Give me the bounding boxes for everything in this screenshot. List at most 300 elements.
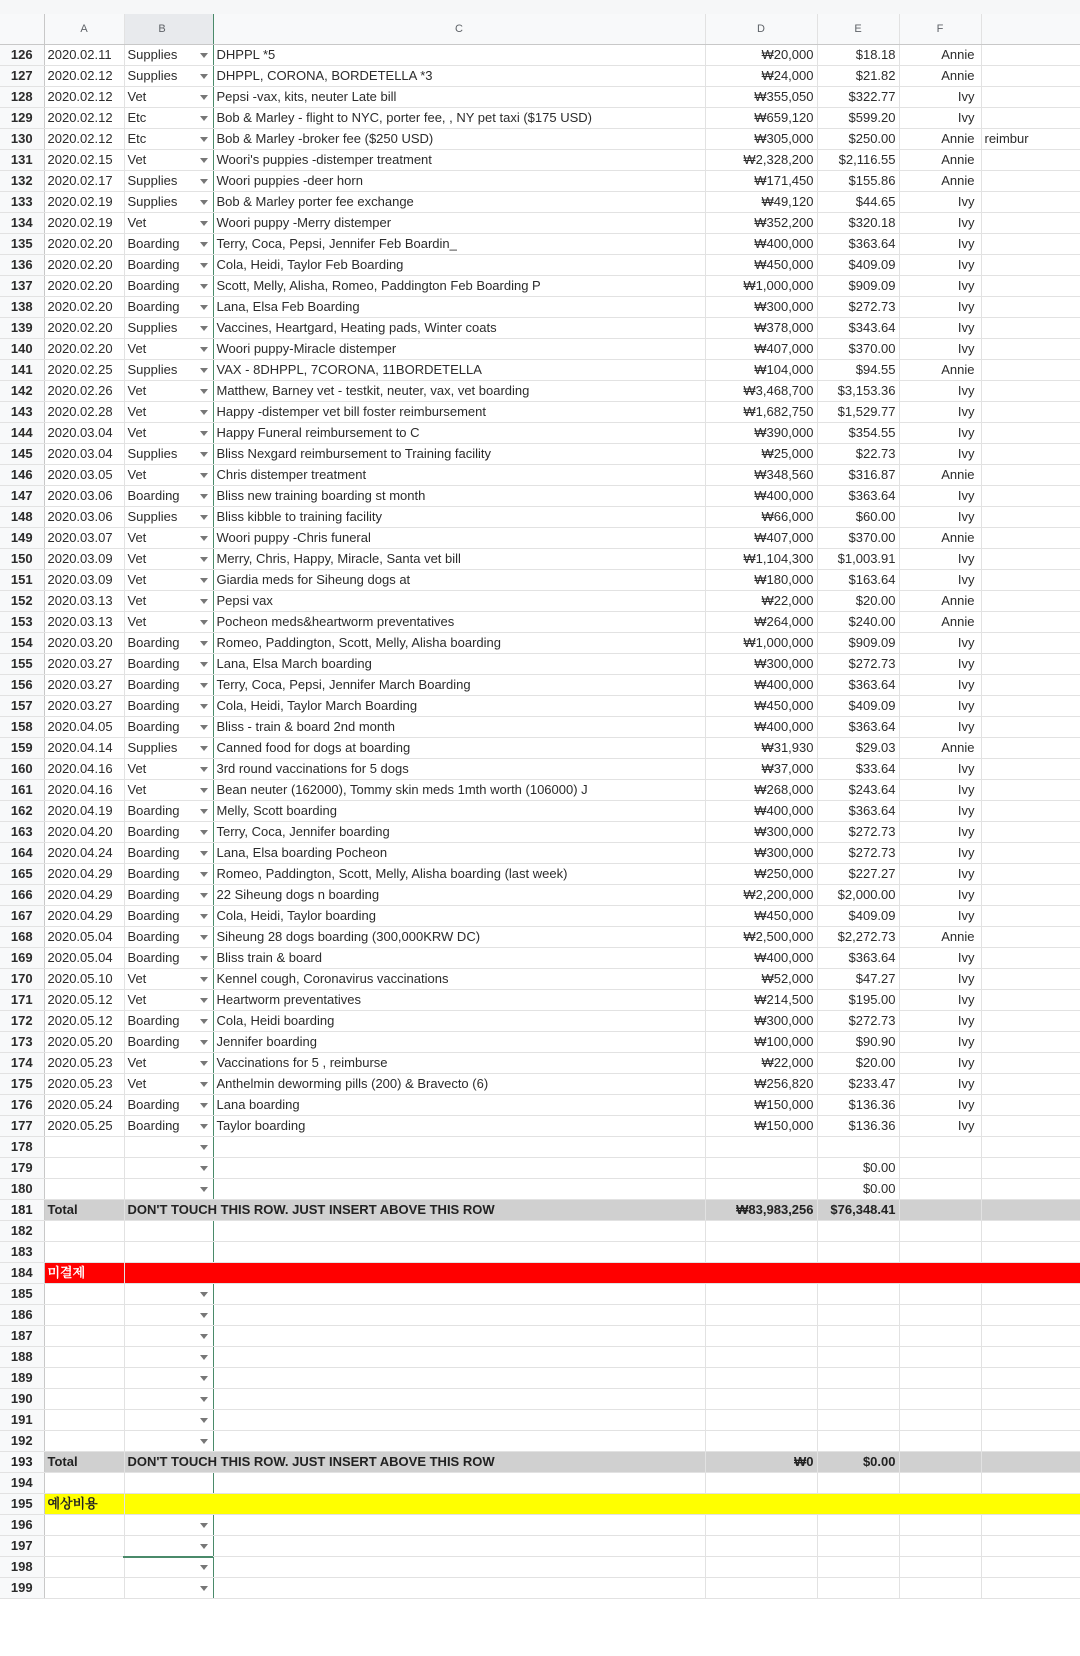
date-cell[interactable]: 2020.03.09 <box>44 548 124 569</box>
usd-amount-cell[interactable]: $354.55 <box>817 422 899 443</box>
empty-cell[interactable] <box>213 1472 705 1493</box>
category-cell[interactable] <box>124 1409 213 1430</box>
date-cell[interactable]: 2020.03.13 <box>44 590 124 611</box>
usd-amount-cell[interactable]: $909.09 <box>817 632 899 653</box>
row-number[interactable]: 131 <box>0 149 44 170</box>
empty-cell[interactable] <box>213 1430 705 1451</box>
usd-amount-cell[interactable]: $320.18 <box>817 212 899 233</box>
dropdown-arrow-icon[interactable] <box>200 1082 208 1087</box>
category-cell[interactable] <box>124 191 213 212</box>
empty-cell[interactable] <box>981 1346 1080 1367</box>
category-cell[interactable] <box>124 170 213 191</box>
empty-cell[interactable] <box>44 1535 124 1556</box>
dropdown-arrow-icon[interactable] <box>200 578 208 583</box>
usd-amount-cell[interactable]: $250.00 <box>817 128 899 149</box>
krw-amount-cell[interactable]: ₩300,000 <box>705 842 817 863</box>
row-number[interactable]: 181 <box>0 1199 44 1220</box>
payer-cell[interactable]: Ivy <box>899 695 981 716</box>
usd-amount-cell[interactable]: $272.73 <box>817 842 899 863</box>
note-cell[interactable] <box>981 212 1080 233</box>
date-cell[interactable]: 2020.03.06 <box>44 506 124 527</box>
row-number[interactable]: 193 <box>0 1451 44 1472</box>
note-cell[interactable] <box>981 737 1080 758</box>
category-cell[interactable] <box>124 779 213 800</box>
dropdown-arrow-icon[interactable] <box>200 515 208 520</box>
usd-amount-cell[interactable]: $22.73 <box>817 443 899 464</box>
row-number[interactable]: 178 <box>0 1136 44 1157</box>
empty-cell[interactable] <box>44 1325 124 1346</box>
description-cell[interactable] <box>213 1136 705 1157</box>
date-cell[interactable]: 2020.02.19 <box>44 212 124 233</box>
payer-cell[interactable]: Ivy <box>899 653 981 674</box>
dropdown-arrow-icon[interactable] <box>200 935 208 940</box>
dropdown-arrow-icon[interactable] <box>200 368 208 373</box>
usd-amount-cell[interactable]: $363.64 <box>817 674 899 695</box>
category-cell[interactable] <box>124 1073 213 1094</box>
krw-amount-cell[interactable]: ₩22,000 <box>705 1052 817 1073</box>
note-cell[interactable] <box>981 317 1080 338</box>
date-cell[interactable]: 2020.03.05 <box>44 464 124 485</box>
empty-cell[interactable] <box>981 1556 1080 1577</box>
column-header[interactable]: C <box>213 14 705 44</box>
payer-cell[interactable]: Ivy <box>899 317 981 338</box>
usd-amount-cell[interactable]: $136.36 <box>817 1094 899 1115</box>
krw-amount-cell[interactable]: ₩400,000 <box>705 233 817 254</box>
description-cell[interactable]: Pocheon meds&heartworm preventatives <box>213 611 705 632</box>
krw-amount-cell[interactable]: ₩2,328,200 <box>705 149 817 170</box>
usd-amount-cell[interactable]: $363.64 <box>817 233 899 254</box>
note-cell[interactable] <box>981 86 1080 107</box>
empty-cell[interactable] <box>44 1388 124 1409</box>
note-cell[interactable] <box>981 233 1080 254</box>
payer-cell[interactable]: Ivy <box>899 1052 981 1073</box>
category-cell[interactable] <box>124 842 213 863</box>
dropdown-arrow-icon[interactable] <box>200 53 208 58</box>
empty-cell[interactable] <box>44 1241 124 1262</box>
dropdown-arrow-icon[interactable] <box>200 389 208 394</box>
payer-cell[interactable]: Ivy <box>899 674 981 695</box>
note-cell[interactable] <box>981 989 1080 1010</box>
usd-amount-cell[interactable]: $243.64 <box>817 779 899 800</box>
date-cell[interactable]: 2020.05.25 <box>44 1115 124 1136</box>
category-cell[interactable] <box>124 1115 213 1136</box>
date-cell[interactable]: 2020.02.15 <box>44 149 124 170</box>
dropdown-arrow-icon[interactable] <box>200 1355 208 1360</box>
dropdown-arrow-icon[interactable] <box>200 347 208 352</box>
payer-cell[interactable]: Ivy <box>899 989 981 1010</box>
note-cell[interactable] <box>981 800 1080 821</box>
empty-cell[interactable] <box>899 1430 981 1451</box>
category-cell[interactable] <box>124 968 213 989</box>
category-cell[interactable] <box>124 758 213 779</box>
dropdown-arrow-icon[interactable] <box>200 431 208 436</box>
row-number[interactable]: 198 <box>0 1556 44 1577</box>
row-number[interactable]: 182 <box>0 1220 44 1241</box>
empty-cell[interactable] <box>899 1472 981 1493</box>
empty-cell[interactable] <box>817 1409 899 1430</box>
column-header[interactable]: F <box>899 14 981 44</box>
dropdown-arrow-icon[interactable] <box>200 1397 208 1402</box>
date-cell[interactable]: 2020.02.12 <box>44 65 124 86</box>
dropdown-arrow-icon[interactable] <box>200 830 208 835</box>
payer-cell[interactable]: Ivy <box>899 86 981 107</box>
empty-cell[interactable] <box>705 1514 817 1535</box>
row-number[interactable]: 160 <box>0 758 44 779</box>
krw-amount-cell[interactable]: ₩25,000 <box>705 443 817 464</box>
note-cell[interactable] <box>981 1136 1080 1157</box>
dropdown-arrow-icon[interactable] <box>200 116 208 121</box>
payer-cell[interactable]: Annie <box>899 359 981 380</box>
dropdown-arrow-icon[interactable] <box>200 1418 208 1423</box>
description-cell[interactable]: Happy Funeral reimbursement to C <box>213 422 705 443</box>
empty-cell[interactable] <box>817 1367 899 1388</box>
row-number[interactable]: 147 <box>0 485 44 506</box>
date-cell[interactable]: 2020.02.28 <box>44 401 124 422</box>
row-number[interactable]: 158 <box>0 716 44 737</box>
description-cell[interactable]: Woori's puppies -distemper treatment <box>213 149 705 170</box>
usd-amount-cell[interactable]: $322.77 <box>817 86 899 107</box>
usd-amount-cell[interactable]: $60.00 <box>817 506 899 527</box>
note-cell[interactable] <box>981 674 1080 695</box>
usd-amount-cell[interactable]: $363.64 <box>817 716 899 737</box>
note-cell[interactable] <box>981 170 1080 191</box>
note-cell[interactable] <box>981 506 1080 527</box>
note-cell[interactable] <box>981 527 1080 548</box>
usd-amount-cell[interactable]: $363.64 <box>817 800 899 821</box>
date-cell[interactable]: 2020.05.10 <box>44 968 124 989</box>
krw-amount-cell[interactable]: ₩66,000 <box>705 506 817 527</box>
empty-cell[interactable] <box>213 1409 705 1430</box>
empty-cell[interactable] <box>899 1451 981 1472</box>
date-cell[interactable]: 2020.05.23 <box>44 1073 124 1094</box>
note-cell[interactable] <box>981 905 1080 926</box>
description-cell[interactable]: Lana boarding <box>213 1094 705 1115</box>
row-number[interactable]: 146 <box>0 464 44 485</box>
note-cell[interactable] <box>981 1010 1080 1031</box>
krw-amount-cell[interactable]: ₩1,104,300 <box>705 548 817 569</box>
empty-cell[interactable] <box>213 1220 705 1241</box>
krw-amount-cell[interactable]: ₩300,000 <box>705 1010 817 1031</box>
date-cell[interactable]: 2020.02.25 <box>44 359 124 380</box>
category-cell[interactable] <box>124 653 213 674</box>
payer-cell[interactable]: Ivy <box>899 296 981 317</box>
krw-amount-cell[interactable]: ₩400,000 <box>705 674 817 695</box>
row-number[interactable]: 174 <box>0 1052 44 1073</box>
dropdown-arrow-icon[interactable] <box>200 95 208 100</box>
dropdown-arrow-icon[interactable] <box>200 1544 208 1549</box>
total-note[interactable]: DON'T TOUCH THIS ROW. JUST INSERT ABOVE THIS ROW <box>124 1451 705 1472</box>
note-cell[interactable] <box>981 1178 1080 1199</box>
krw-amount-cell[interactable]: ₩214,500 <box>705 989 817 1010</box>
empty-cell[interactable] <box>817 1388 899 1409</box>
usd-amount-cell[interactable]: $909.09 <box>817 275 899 296</box>
usd-amount-cell[interactable]: $44.65 <box>817 191 899 212</box>
category-cell[interactable] <box>124 632 213 653</box>
empty-cell[interactable] <box>705 1220 817 1241</box>
empty-cell[interactable] <box>213 1388 705 1409</box>
category-cell[interactable] <box>124 905 213 926</box>
krw-amount-cell[interactable]: ₩180,000 <box>705 569 817 590</box>
row-number[interactable]: 185 <box>0 1283 44 1304</box>
description-cell[interactable] <box>213 1157 705 1178</box>
dropdown-arrow-icon[interactable] <box>200 1523 208 1528</box>
empty-cell[interactable] <box>817 1535 899 1556</box>
empty-cell[interactable] <box>899 1367 981 1388</box>
empty-cell[interactable] <box>44 1430 124 1451</box>
empty-cell[interactable] <box>981 1199 1080 1220</box>
krw-amount-cell[interactable]: ₩31,930 <box>705 737 817 758</box>
note-cell[interactable] <box>981 464 1080 485</box>
payer-cell[interactable]: Ivy <box>899 506 981 527</box>
description-cell[interactable]: Chris distemper treatment <box>213 464 705 485</box>
empty-cell[interactable] <box>705 1577 817 1598</box>
dropdown-arrow-icon[interactable] <box>200 557 208 562</box>
usd-amount-cell[interactable]: $90.90 <box>817 1031 899 1052</box>
note-cell[interactable] <box>981 296 1080 317</box>
empty-cell[interactable] <box>213 1241 705 1262</box>
usd-amount-cell[interactable]: $343.64 <box>817 317 899 338</box>
usd-amount-cell[interactable]: $272.73 <box>817 653 899 674</box>
row-number[interactable]: 164 <box>0 842 44 863</box>
empty-cell[interactable] <box>213 1304 705 1325</box>
total-label[interactable]: Total <box>44 1199 124 1220</box>
krw-amount-cell[interactable]: ₩268,000 <box>705 779 817 800</box>
description-cell[interactable]: Anthelmin deworming pills (200) & Bravecto (6) <box>213 1073 705 1094</box>
usd-amount-cell[interactable]: $1,003.91 <box>817 548 899 569</box>
empty-cell[interactable] <box>44 1220 124 1241</box>
row-number[interactable]: 177 <box>0 1115 44 1136</box>
dropdown-arrow-icon[interactable] <box>200 410 208 415</box>
row-number[interactable]: 150 <box>0 548 44 569</box>
category-cell[interactable] <box>124 464 213 485</box>
payer-cell[interactable]: Ivy <box>899 716 981 737</box>
date-cell[interactable]: 2020.03.04 <box>44 422 124 443</box>
dropdown-arrow-icon[interactable] <box>200 767 208 772</box>
note-cell[interactable] <box>981 884 1080 905</box>
row-number[interactable]: 136 <box>0 254 44 275</box>
row-number[interactable]: 153 <box>0 611 44 632</box>
empty-cell[interactable] <box>899 1241 981 1262</box>
krw-amount-cell[interactable]: ₩450,000 <box>705 905 817 926</box>
empty-cell[interactable] <box>705 1430 817 1451</box>
description-cell[interactable]: Woori puppy-Miracle distemper <box>213 338 705 359</box>
payer-cell[interactable] <box>899 1178 981 1199</box>
category-cell[interactable] <box>124 947 213 968</box>
category-cell[interactable] <box>124 695 213 716</box>
krw-amount-cell[interactable]: ₩1,000,000 <box>705 632 817 653</box>
category-cell[interactable] <box>124 590 213 611</box>
row-number[interactable]: 137 <box>0 275 44 296</box>
category-cell[interactable] <box>124 1178 213 1199</box>
column-header[interactable]: D <box>705 14 817 44</box>
krw-amount-cell[interactable]: ₩400,000 <box>705 947 817 968</box>
date-cell[interactable]: 2020.04.29 <box>44 884 124 905</box>
row-number[interactable]: 172 <box>0 1010 44 1031</box>
payer-cell[interactable]: Ivy <box>899 1010 981 1031</box>
column-header[interactable]: E <box>817 14 899 44</box>
empty-cell[interactable] <box>817 1430 899 1451</box>
payer-cell[interactable]: Ivy <box>899 905 981 926</box>
dropdown-arrow-icon[interactable] <box>200 1292 208 1297</box>
date-cell[interactable]: 2020.05.04 <box>44 926 124 947</box>
dropdown-arrow-icon[interactable] <box>200 746 208 751</box>
payer-cell[interactable]: Annie <box>899 737 981 758</box>
category-cell[interactable] <box>124 1220 213 1241</box>
payer-cell[interactable]: Ivy <box>899 338 981 359</box>
dropdown-arrow-icon[interactable] <box>200 725 208 730</box>
usd-amount-cell[interactable]: $2,000.00 <box>817 884 899 905</box>
description-cell[interactable]: 3rd round vaccinations for 5 dogs <box>213 758 705 779</box>
description-cell[interactable]: DHPPL, CORONA, BORDETELLA *3 <box>213 65 705 86</box>
dropdown-arrow-icon[interactable] <box>200 1103 208 1108</box>
empty-cell[interactable] <box>899 1514 981 1535</box>
date-cell[interactable]: 2020.02.12 <box>44 86 124 107</box>
empty-cell[interactable] <box>817 1472 899 1493</box>
description-cell[interactable]: Cola, Heidi boarding <box>213 1010 705 1031</box>
row-number[interactable]: 194 <box>0 1472 44 1493</box>
note-cell[interactable] <box>981 863 1080 884</box>
note-cell[interactable] <box>981 569 1080 590</box>
category-cell[interactable] <box>124 1157 213 1178</box>
category-cell[interactable] <box>124 1556 213 1577</box>
total-label[interactable]: Total <box>44 1451 124 1472</box>
total-note[interactable]: DON'T TOUCH THIS ROW. JUST INSERT ABOVE THIS ROW <box>124 1199 705 1220</box>
payer-cell[interactable]: Ivy <box>899 1031 981 1052</box>
note-cell[interactable] <box>981 968 1080 989</box>
category-cell[interactable] <box>124 548 213 569</box>
date-cell[interactable]: 2020.02.20 <box>44 254 124 275</box>
description-cell[interactable]: DHPPL *5 <box>213 44 705 65</box>
row-number[interactable]: 187 <box>0 1325 44 1346</box>
description-cell[interactable]: Lana, Elsa March boarding <box>213 653 705 674</box>
note-cell[interactable] <box>981 926 1080 947</box>
note-cell[interactable] <box>981 842 1080 863</box>
description-cell[interactable]: Terry, Coca, Jennifer boarding <box>213 821 705 842</box>
empty-cell[interactable] <box>705 1325 817 1346</box>
payer-cell[interactable]: Ivy <box>899 212 981 233</box>
payer-cell[interactable]: Ivy <box>899 443 981 464</box>
date-cell[interactable]: 2020.02.20 <box>44 296 124 317</box>
payer-cell[interactable]: Ivy <box>899 800 981 821</box>
date-cell[interactable]: 2020.05.20 <box>44 1031 124 1052</box>
empty-cell[interactable] <box>44 1556 124 1577</box>
usd-amount-cell[interactable]: $94.55 <box>817 359 899 380</box>
date-cell[interactable]: 2020.02.12 <box>44 128 124 149</box>
payer-cell[interactable]: Annie <box>899 590 981 611</box>
dropdown-arrow-icon[interactable] <box>200 494 208 499</box>
krw-amount-cell[interactable]: ₩400,000 <box>705 716 817 737</box>
category-cell[interactable] <box>124 800 213 821</box>
category-cell[interactable] <box>124 1052 213 1073</box>
payer-cell[interactable]: Ivy <box>899 1094 981 1115</box>
payer-cell[interactable]: Annie <box>899 926 981 947</box>
date-cell[interactable]: 2020.03.04 <box>44 443 124 464</box>
payer-cell[interactable]: Ivy <box>899 821 981 842</box>
date-cell[interactable]: 2020.02.20 <box>44 338 124 359</box>
dropdown-arrow-icon[interactable] <box>200 620 208 625</box>
usd-amount-cell[interactable]: $2,116.55 <box>817 149 899 170</box>
dropdown-arrow-icon[interactable] <box>200 914 208 919</box>
category-cell[interactable] <box>124 380 213 401</box>
category-cell[interactable] <box>124 821 213 842</box>
category-cell[interactable] <box>124 44 213 65</box>
dropdown-arrow-icon[interactable] <box>200 1061 208 1066</box>
date-cell[interactable]: 2020.04.14 <box>44 737 124 758</box>
description-cell[interactable]: Canned food for dogs at boarding <box>213 737 705 758</box>
dropdown-arrow-icon[interactable] <box>200 1334 208 1339</box>
row-number[interactable]: 176 <box>0 1094 44 1115</box>
payer-cell[interactable]: Annie <box>899 44 981 65</box>
total-usd-cell[interactable]: $76,348.41 <box>817 1199 899 1220</box>
note-cell[interactable] <box>981 485 1080 506</box>
dropdown-arrow-icon[interactable] <box>200 1376 208 1381</box>
krw-amount-cell[interactable]: ₩400,000 <box>705 800 817 821</box>
row-number[interactable]: 152 <box>0 590 44 611</box>
row-number[interactable]: 196 <box>0 1514 44 1535</box>
krw-amount-cell[interactable]: ₩407,000 <box>705 338 817 359</box>
row-number[interactable]: 168 <box>0 926 44 947</box>
empty-cell[interactable] <box>705 1283 817 1304</box>
krw-amount-cell[interactable]: ₩407,000 <box>705 527 817 548</box>
dropdown-arrow-icon[interactable] <box>200 284 208 289</box>
row-number[interactable]: 140 <box>0 338 44 359</box>
note-cell[interactable] <box>981 359 1080 380</box>
description-cell[interactable]: Terry, Coca, Pepsi, Jennifer March Boarding <box>213 674 705 695</box>
category-cell[interactable] <box>124 1283 213 1304</box>
category-cell[interactable] <box>124 1325 213 1346</box>
description-cell[interactable]: Lana, Elsa boarding Pocheon <box>213 842 705 863</box>
row-number[interactable]: 127 <box>0 65 44 86</box>
select-all-corner[interactable] <box>0 14 44 44</box>
date-cell[interactable]: 2020.05.23 <box>44 1052 124 1073</box>
category-cell[interactable] <box>124 107 213 128</box>
description-cell[interactable]: Taylor boarding <box>213 1115 705 1136</box>
category-cell[interactable] <box>124 611 213 632</box>
row-number[interactable]: 165 <box>0 863 44 884</box>
dropdown-arrow-icon[interactable] <box>200 1187 208 1192</box>
usd-amount-cell[interactable]: $272.73 <box>817 1010 899 1031</box>
note-cell[interactable] <box>981 65 1080 86</box>
usd-amount-cell[interactable]: $272.73 <box>817 296 899 317</box>
payer-cell[interactable]: Ivy <box>899 254 981 275</box>
krw-amount-cell[interactable]: ₩100,000 <box>705 1031 817 1052</box>
empty-cell[interactable] <box>213 1577 705 1598</box>
description-cell[interactable]: Woori puppies -deer horn <box>213 170 705 191</box>
category-cell[interactable] <box>124 989 213 1010</box>
payer-cell[interactable]: Annie <box>899 149 981 170</box>
row-number[interactable]: 130 <box>0 128 44 149</box>
description-cell[interactable]: Matthew, Barney vet - testkit, neuter, vax, vet boarding <box>213 380 705 401</box>
krw-amount-cell[interactable]: ₩659,120 <box>705 107 817 128</box>
row-number[interactable]: 191 <box>0 1409 44 1430</box>
usd-amount-cell[interactable]: $227.27 <box>817 863 899 884</box>
payer-cell[interactable]: Ivy <box>899 233 981 254</box>
payer-cell[interactable]: Ivy <box>899 1115 981 1136</box>
category-cell[interactable] <box>124 716 213 737</box>
date-cell[interactable]: 2020.03.27 <box>44 674 124 695</box>
krw-amount-cell[interactable]: ₩1,682,750 <box>705 401 817 422</box>
note-cell[interactable] <box>981 716 1080 737</box>
row-number[interactable]: 179 <box>0 1157 44 1178</box>
column-header[interactable]: A <box>44 14 124 44</box>
dropdown-arrow-icon[interactable] <box>200 1313 208 1318</box>
date-cell[interactable]: 2020.04.16 <box>44 779 124 800</box>
empty-cell[interactable] <box>817 1556 899 1577</box>
category-cell[interactable] <box>124 254 213 275</box>
note-cell[interactable] <box>981 1052 1080 1073</box>
empty-cell[interactable] <box>44 1577 124 1598</box>
description-cell[interactable]: Bob & Marley -broker fee ($250 USD) <box>213 128 705 149</box>
